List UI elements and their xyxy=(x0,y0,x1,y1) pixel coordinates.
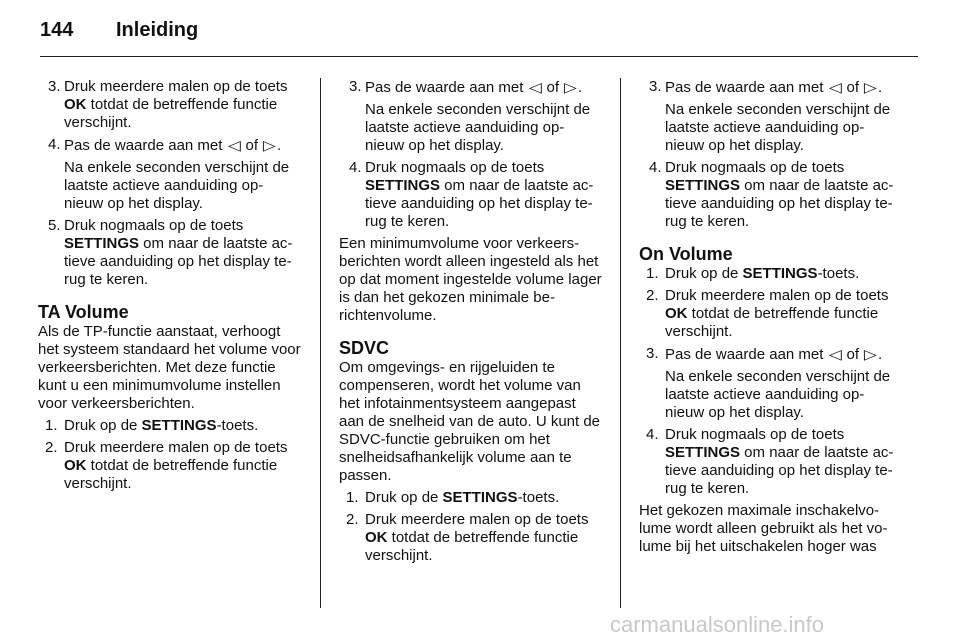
maximum-volume-text: Het gekozen maximale inschakelvo-lume wordt alleen gebruikt als het vo-lume bij het uitschakelen hoger was xyxy=(639,502,888,555)
step-number: 2. xyxy=(346,511,359,528)
right-arrow-icon: ▷ xyxy=(864,79,878,95)
settings-key: SETTINGS xyxy=(665,444,741,461)
minimum-volume-text: Een minimumvolume voor verkeers-berichten wordt alleen ingesteld als het op dat moment ingestelde volume lager is dan het gekozen minimale be-richtenvolume. xyxy=(339,235,602,324)
left-arrow-icon: ◁ xyxy=(227,137,241,153)
right-arrow-icon: ▷ xyxy=(564,79,578,95)
step-text: Druk meerdere malen op de toets OK totdat de betreffende functie verschijnt. xyxy=(64,78,288,131)
step-adjust-value xyxy=(339,78,603,155)
step-text: Druk op de SETTINGS-toets. xyxy=(64,417,259,434)
right-arrow-icon: ▷ xyxy=(864,346,878,362)
right-arrow-icon: ▷ xyxy=(263,137,277,153)
step-text: Pas de waarde aan met ◁ of ▷. xyxy=(665,79,883,96)
section-heading-ta-volume: TA Volume xyxy=(38,302,129,322)
step-press-ok xyxy=(38,78,302,132)
ok-key: OK xyxy=(365,529,388,546)
step-subtext: Na enkele seconden verschijnt de laatste actieve aanduiding op-nieuw op het display. xyxy=(365,101,591,154)
settings-key: SETTINGS xyxy=(141,417,217,434)
ta-volume-text: Als de TP-functie aanstaat, verhoogt het systeem standaard het volume voor verkeersberichten. Met deze functie kunt u een minimumvolume instellen voor verkeersberichten. xyxy=(38,323,301,412)
column-1 xyxy=(38,78,302,497)
step-number: 3. xyxy=(349,78,362,95)
column-divider xyxy=(620,78,621,608)
section-heading-sdvc: SDVC xyxy=(339,338,390,358)
step-text: Pas de waarde aan met ◁ of ▷. xyxy=(64,137,282,154)
settings-key: SETTINGS xyxy=(442,489,518,506)
settings-key: SETTINGS xyxy=(742,265,818,282)
ok-key: OK xyxy=(64,96,87,113)
step-press-ok xyxy=(339,511,603,565)
step-number: 4. xyxy=(349,159,362,176)
step-subtext: Na enkele seconden verschijnt de laatste actieve aanduiding op-nieuw op het display. xyxy=(64,159,290,212)
step-press-settings-again xyxy=(339,159,603,231)
step-number: 3. xyxy=(646,345,659,362)
step-text: Druk meerdere malen op de toets OK totdat de betreffende functie verschijnt. xyxy=(64,439,288,492)
page-title: Inleiding xyxy=(116,19,199,41)
step-adjust-value xyxy=(38,136,302,213)
left-arrow-icon: ◁ xyxy=(528,79,542,95)
step-press-settings xyxy=(38,417,302,435)
step-number: 4. xyxy=(646,426,659,443)
step-number: 2. xyxy=(45,439,58,456)
page-header xyxy=(40,19,918,59)
column-divider xyxy=(320,78,321,608)
step-subtext: Na enkele seconden verschijnt de laatste actieve aanduiding op-nieuw op het display. xyxy=(665,101,891,154)
column-3 xyxy=(639,78,903,560)
step-number: 1. xyxy=(346,489,359,506)
step-adjust-value xyxy=(639,345,903,422)
step-number: 5. xyxy=(48,217,61,234)
step-press-settings-again xyxy=(38,217,302,289)
step-number: 2. xyxy=(646,287,659,304)
step-number: 1. xyxy=(45,417,58,434)
step-press-settings xyxy=(639,265,903,283)
step-press-settings-again xyxy=(639,159,903,231)
step-text: Druk op de SETTINGS-toets. xyxy=(665,265,860,282)
step-text: Druk nogmaals op de toets SETTINGS om naar de laatste ac-tieve aanduiding op het display te-rug te keren. xyxy=(665,159,894,230)
step-press-settings xyxy=(339,489,603,507)
sdvc-text: Om omgevings- en rijgeluiden te compenseren, wordt het volume van het infotainmentsysteem aangepast aan de snelheid van de auto. U kunt de SDVC-functie gebruiken om het snelheidsafhankelijk volume aan te passen. xyxy=(339,359,601,484)
step-adjust-value xyxy=(639,78,903,155)
step-subtext: Na enkele seconden verschijnt de laatste actieve aanduiding op-nieuw op het display. xyxy=(665,368,891,421)
step-text: Druk meerdere malen op de toets OK totdat de betreffende functie verschijnt. xyxy=(665,287,889,340)
step-text: Druk op de SETTINGS-toets. xyxy=(365,489,560,506)
step-text: Druk nogmaals op de toets SETTINGS om naar de laatste ac-tieve aanduiding op het display te-rug te keren. xyxy=(365,159,594,230)
step-text: Druk nogmaals op de toets SETTINGS om naar de laatste ac-tieve aanduiding op het display te-rug te keren. xyxy=(665,426,894,497)
step-number: 4. xyxy=(48,136,61,153)
settings-key: SETTINGS xyxy=(365,177,441,194)
step-press-ok xyxy=(38,439,302,493)
step-number: 3. xyxy=(649,78,662,95)
column-2 xyxy=(339,78,603,569)
step-text: Druk nogmaals op de toets SETTINGS om naar de laatste ac-tieve aanduiding op het display te-rug te keren. xyxy=(64,217,293,288)
ok-key: OK xyxy=(665,305,688,322)
step-number: 3. xyxy=(48,78,61,95)
step-text: Druk meerdere malen op de toets OK totdat de betreffende functie verschijnt. xyxy=(365,511,589,564)
ok-key: OK xyxy=(64,457,87,474)
left-arrow-icon: ◁ xyxy=(828,346,842,362)
section-heading-on-volume: On Volume xyxy=(639,244,733,264)
step-text: Pas de waarde aan met ◁ of ▷. xyxy=(665,346,883,363)
step-text: Pas de waarde aan met ◁ of ▷. xyxy=(365,79,583,96)
left-arrow-icon: ◁ xyxy=(828,79,842,95)
step-press-ok xyxy=(639,287,903,341)
page-number: 144 xyxy=(40,19,74,41)
header-rule xyxy=(40,56,918,57)
step-press-settings-again xyxy=(639,426,903,498)
settings-key: SETTINGS xyxy=(665,177,741,194)
step-number: 4. xyxy=(649,159,662,176)
watermark: carmanualsonline.info xyxy=(610,612,825,637)
settings-key: SETTINGS xyxy=(64,235,140,252)
step-number: 1. xyxy=(646,265,659,282)
